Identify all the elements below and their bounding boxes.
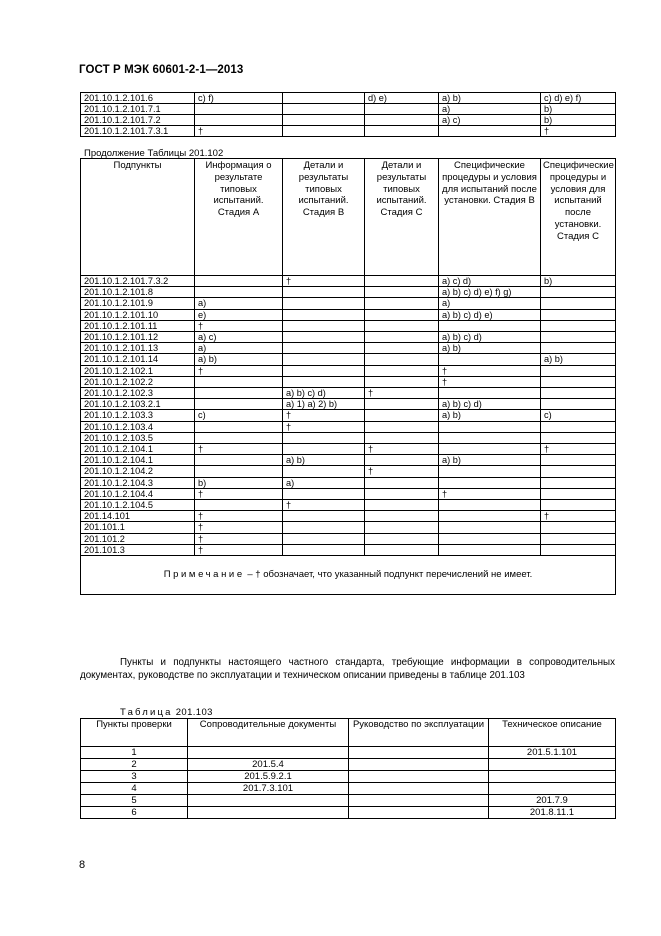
table-cell [349, 771, 489, 783]
column-header: Техническое описание [489, 719, 616, 747]
paragraph-text: Пункты и подпункты настоящего частного стандарта, требующие информации в сопроводительных документах, руководстве по эксплуатации и техническом описании приведены в таблице 201.103 [80, 657, 615, 681]
table-cell: a) 1) a) 2) b) [283, 399, 365, 410]
table-cell [365, 533, 439, 544]
table-cell [541, 432, 616, 443]
table-cell [541, 399, 616, 410]
table-cell: 201.10.1.2.103.2.1 [81, 399, 195, 410]
table-row [81, 104, 616, 115]
table-cell: a) b) c) d) e) [439, 309, 541, 320]
table-cell [188, 747, 349, 759]
table-cell: 5 [81, 795, 188, 807]
table-cell [195, 432, 283, 443]
column-header: Сопроводительные документы [188, 719, 349, 747]
table-row [81, 421, 616, 432]
table-cell [283, 104, 365, 115]
table-cell [365, 104, 439, 115]
table-cell [365, 455, 439, 466]
table-cell [188, 807, 349, 819]
table-cell: † [541, 511, 616, 522]
table-row [81, 771, 616, 783]
table-cell: 201.10.1.2.101.7.3.2 [81, 276, 195, 287]
table-cell [365, 309, 439, 320]
table-cell [283, 376, 365, 387]
table-cell: 201.101.2 [81, 533, 195, 544]
table-row [81, 477, 616, 488]
table-cell: a) b) [195, 354, 283, 365]
table-cell: 201.10.1.2.104.2 [81, 466, 195, 477]
table-cell [283, 354, 365, 365]
table-cell: 4 [81, 783, 188, 795]
caption-label: Таблица [120, 707, 173, 718]
table-cell [541, 488, 616, 499]
table-201-103 [80, 718, 616, 819]
table-cell [541, 388, 616, 399]
table-cell: † [365, 388, 439, 399]
table-cell [283, 126, 365, 137]
table-row [81, 320, 616, 331]
table-row [81, 298, 616, 309]
table-cell: a) b) c) d) [283, 388, 365, 399]
table-cell [195, 455, 283, 466]
table-cell [283, 544, 365, 555]
table-cell: † [439, 376, 541, 387]
table-cell: c) d) e) f) [541, 93, 616, 104]
table-cell: † [195, 365, 283, 376]
table-cell [349, 759, 489, 771]
table-cell: 201.10.1.2.103.4 [81, 421, 195, 432]
table-cell [365, 432, 439, 443]
table-cell: a) b) [439, 410, 541, 421]
table-cell [541, 466, 616, 477]
table-cell [365, 399, 439, 410]
note-text: † обозначает, что указанный подпункт перечислений не имеет. [255, 569, 533, 581]
table-cell: 201.10.1.2.101.11 [81, 320, 195, 331]
table-row [81, 795, 616, 807]
table-cell: 201.7.3.101 [188, 783, 349, 795]
table-cell [541, 544, 616, 555]
table-cell: † [195, 511, 283, 522]
table-header-row [81, 159, 616, 276]
table-cell [365, 522, 439, 533]
table-row [81, 807, 616, 819]
table-cell [195, 388, 283, 399]
table-cell [195, 287, 283, 298]
table-row [81, 93, 616, 104]
table-row [81, 544, 616, 555]
table-cell [365, 343, 439, 354]
table-row [81, 759, 616, 771]
table-cell: b) [541, 104, 616, 115]
table-cell: 201.10.1.2.104.3 [81, 477, 195, 488]
table-continuation-caption: Продолжение Таблицы 201.102 [84, 148, 224, 159]
table-cell: a) [283, 477, 365, 488]
table-cell: 201.7.9 [489, 795, 616, 807]
table-cell: a) b) [541, 354, 616, 365]
table-cell [283, 115, 365, 126]
table-cell [283, 511, 365, 522]
table-row [81, 410, 616, 421]
table-header-row [81, 719, 616, 747]
table-cell [283, 320, 365, 331]
table-row [81, 332, 616, 343]
table-cell: † [283, 421, 365, 432]
table-cell [541, 376, 616, 387]
table-cell [541, 500, 616, 511]
table-cell: 201.10.1.2.104.4 [81, 488, 195, 499]
table-cell [541, 455, 616, 466]
table-cell [349, 807, 489, 819]
table-cell [349, 783, 489, 795]
table-cell: † [283, 276, 365, 287]
table-cell [365, 500, 439, 511]
table-cell: a) b) [283, 455, 365, 466]
table-cell [349, 747, 489, 759]
table-cell: a) b) c) d) e) f) g) [439, 287, 541, 298]
column-header: Информация о результате типовых испытаний. Стадия А [195, 159, 283, 276]
table-cell: 201.10.1.2.101.12 [81, 332, 195, 343]
table-cell: 201.10.1.2.104.1 [81, 444, 195, 455]
table-cell: 201.10.1.2.104.5 [81, 500, 195, 511]
table-row [81, 455, 616, 466]
table-cell: † [283, 410, 365, 421]
table-cell [439, 533, 541, 544]
table-cell [439, 522, 541, 533]
table-cell: c) [541, 410, 616, 421]
table-cell: a) [439, 104, 541, 115]
table-cell [195, 421, 283, 432]
table-cell [283, 332, 365, 343]
table-cell: † [541, 444, 616, 455]
table-cell [541, 320, 616, 331]
table-cell [439, 477, 541, 488]
table-cell: 201.10.1.2.101.14 [81, 354, 195, 365]
table-cell: 201.5.4 [188, 759, 349, 771]
table-cell [195, 115, 283, 126]
table-cell: a) c) [439, 115, 541, 126]
table-cell: 201.5.9.2.1 [188, 771, 349, 783]
table-201-102 [80, 158, 616, 595]
table-cell: a) b) c) d) [439, 399, 541, 410]
table-cell: 201.10.1.2.101.6 [81, 93, 195, 104]
table-cell: 201.10.1.2.101.7.2 [81, 115, 195, 126]
table-cell [541, 365, 616, 376]
table-cell [541, 522, 616, 533]
table-cell: a) [439, 298, 541, 309]
table-row [81, 522, 616, 533]
table-cell: 201.10.1.2.101.8 [81, 287, 195, 298]
table-cell: † [195, 488, 283, 499]
table-cell [541, 421, 616, 432]
table-row [81, 783, 616, 795]
table-cell: a) [195, 298, 283, 309]
table-cell: † [195, 126, 283, 137]
table-cell: 201.10.1.2.103.3 [81, 410, 195, 421]
table-cell [439, 432, 541, 443]
table-cell [283, 298, 365, 309]
table-cell [365, 332, 439, 343]
table-row [81, 488, 616, 499]
table-cell [541, 309, 616, 320]
table-row [81, 276, 616, 287]
table-row [81, 399, 616, 410]
table-cell [541, 533, 616, 544]
table-cell [365, 298, 439, 309]
table-row [81, 115, 616, 126]
table-cell [365, 410, 439, 421]
table-cell [365, 276, 439, 287]
table-cell [439, 511, 541, 522]
column-header: Подпункты [81, 159, 195, 276]
table-cell: 1 [81, 747, 188, 759]
table-cell [439, 466, 541, 477]
table-cell: 201.10.1.2.102.3 [81, 388, 195, 399]
table-cell: c) f) [195, 93, 283, 104]
table-row [81, 354, 616, 365]
table-row [81, 511, 616, 522]
note-dash: – [247, 569, 253, 581]
table-cell [283, 365, 365, 376]
table-cell: 201.10.1.2.102.2 [81, 376, 195, 387]
table-row [81, 466, 616, 477]
table-cell [283, 488, 365, 499]
table-cell: 201.101.1 [81, 522, 195, 533]
table-cell: † [541, 126, 616, 137]
table-cell: 3 [81, 771, 188, 783]
table-cell: 201.10.1.2.102.1 [81, 365, 195, 376]
note-row [81, 556, 616, 595]
table-cell: a) b) c) d) [439, 332, 541, 343]
column-header: Руководство по эксплуатации [349, 719, 489, 747]
table-cell: 201.8.11.1 [489, 807, 616, 819]
column-header: Пункты проверки [81, 719, 188, 747]
table-cell [489, 771, 616, 783]
table-cell [439, 320, 541, 331]
table-cell: 201.10.1.2.101.9 [81, 298, 195, 309]
document-header: ГОСТ Р МЭК 60601-2-1—2013 [79, 64, 244, 76]
table-cell: c) [195, 410, 283, 421]
table-cell [439, 444, 541, 455]
column-header: Специфические процедуры и условия для испытаний после установки. Стадия В [439, 159, 541, 276]
table-cell [365, 126, 439, 137]
table-cell [439, 421, 541, 432]
table-cell: a) c) [195, 332, 283, 343]
table-cell: 201.10.1.2.101.10 [81, 309, 195, 320]
table-cell: a) b) [439, 93, 541, 104]
table-cell: † [439, 365, 541, 376]
table-cell: a) c) d) [439, 276, 541, 287]
table-cell: † [365, 444, 439, 455]
table-cell [489, 759, 616, 771]
table-cell [195, 276, 283, 287]
table-cell [283, 466, 365, 477]
table-cell [541, 332, 616, 343]
table-cell: 201.101.3 [81, 544, 195, 555]
table-cell [439, 500, 541, 511]
table-cell [365, 376, 439, 387]
table-cell [365, 421, 439, 432]
table-cell [283, 522, 365, 533]
table-row [81, 444, 616, 455]
table-cell [365, 544, 439, 555]
table-row [81, 500, 616, 511]
table-row [81, 343, 616, 354]
table-cell [365, 115, 439, 126]
table-cell [365, 287, 439, 298]
table-cell [283, 432, 365, 443]
table-row [81, 376, 616, 387]
table-cell: b) [541, 115, 616, 126]
table-cell: a) [195, 343, 283, 354]
table-cell: 201.5.1.101 [489, 747, 616, 759]
table-row [81, 388, 616, 399]
table-row [81, 533, 616, 544]
table-cell [283, 309, 365, 320]
table-cell [489, 783, 616, 795]
table-201-103-caption [120, 707, 213, 718]
table-cell: † [195, 320, 283, 331]
table-cell: b) [541, 276, 616, 287]
table-row [81, 365, 616, 376]
table-cell [188, 795, 349, 807]
table-cell: a) b) [439, 455, 541, 466]
table-cell [349, 795, 489, 807]
table-cell [365, 365, 439, 376]
table-cell: 201.14.101 [81, 511, 195, 522]
table-cell [439, 354, 541, 365]
table-cell [541, 343, 616, 354]
column-header: Детали и результаты типовых испытаний. Стадия В [283, 159, 365, 276]
table-cell: † [439, 488, 541, 499]
table-cell [195, 466, 283, 477]
table-cell [365, 488, 439, 499]
table-cell: † [365, 466, 439, 477]
table-cell [541, 298, 616, 309]
note-label: Примечание [163, 569, 245, 581]
table-note [81, 556, 616, 595]
table-cell [195, 376, 283, 387]
table-cell: e) [195, 309, 283, 320]
table-row [81, 126, 616, 137]
table-cell [283, 533, 365, 544]
table-cell [439, 388, 541, 399]
table-cell: † [195, 533, 283, 544]
column-header: Специфические процедуры и условия для испытаний после установки. Стадия С [541, 159, 616, 276]
table-cell [283, 444, 365, 455]
table-cell [365, 477, 439, 488]
table-row [81, 287, 616, 298]
table-row [81, 747, 616, 759]
table-cell [365, 511, 439, 522]
table-cell: 201.10.1.2.101.13 [81, 343, 195, 354]
column-header: Детали и результаты типовых испытаний. Стадия С [365, 159, 439, 276]
table-cell [541, 287, 616, 298]
table-cell: † [195, 544, 283, 555]
table-cell [439, 544, 541, 555]
table-cell [195, 500, 283, 511]
table-cell [541, 477, 616, 488]
table-cell [439, 126, 541, 137]
table-cell: d) e) [365, 93, 439, 104]
table-cell: b) [195, 477, 283, 488]
table-cell [365, 320, 439, 331]
table-cell [283, 93, 365, 104]
caption-number: 201.103 [175, 707, 213, 718]
table-cell: 201.10.1.2.103.5 [81, 432, 195, 443]
table-cell [195, 399, 283, 410]
page-number: 8 [79, 859, 86, 871]
body-paragraph [80, 656, 615, 682]
table-cell: a) b) [439, 343, 541, 354]
table-cell [365, 354, 439, 365]
table-row [81, 309, 616, 320]
table-201-102-top-part [80, 92, 616, 137]
table-cell: 6 [81, 807, 188, 819]
table-cell: 201.10.1.2.101.7.1 [81, 104, 195, 115]
table-cell: † [283, 500, 365, 511]
table-cell: † [195, 444, 283, 455]
table-cell: 201.10.1.2.101.7.3.1 [81, 126, 195, 137]
table-cell [283, 343, 365, 354]
table-cell: 201.10.1.2.104.1 [81, 455, 195, 466]
table-cell: † [195, 522, 283, 533]
table-cell [195, 104, 283, 115]
table-row [81, 432, 616, 443]
table-cell: 2 [81, 759, 188, 771]
table-cell [283, 287, 365, 298]
